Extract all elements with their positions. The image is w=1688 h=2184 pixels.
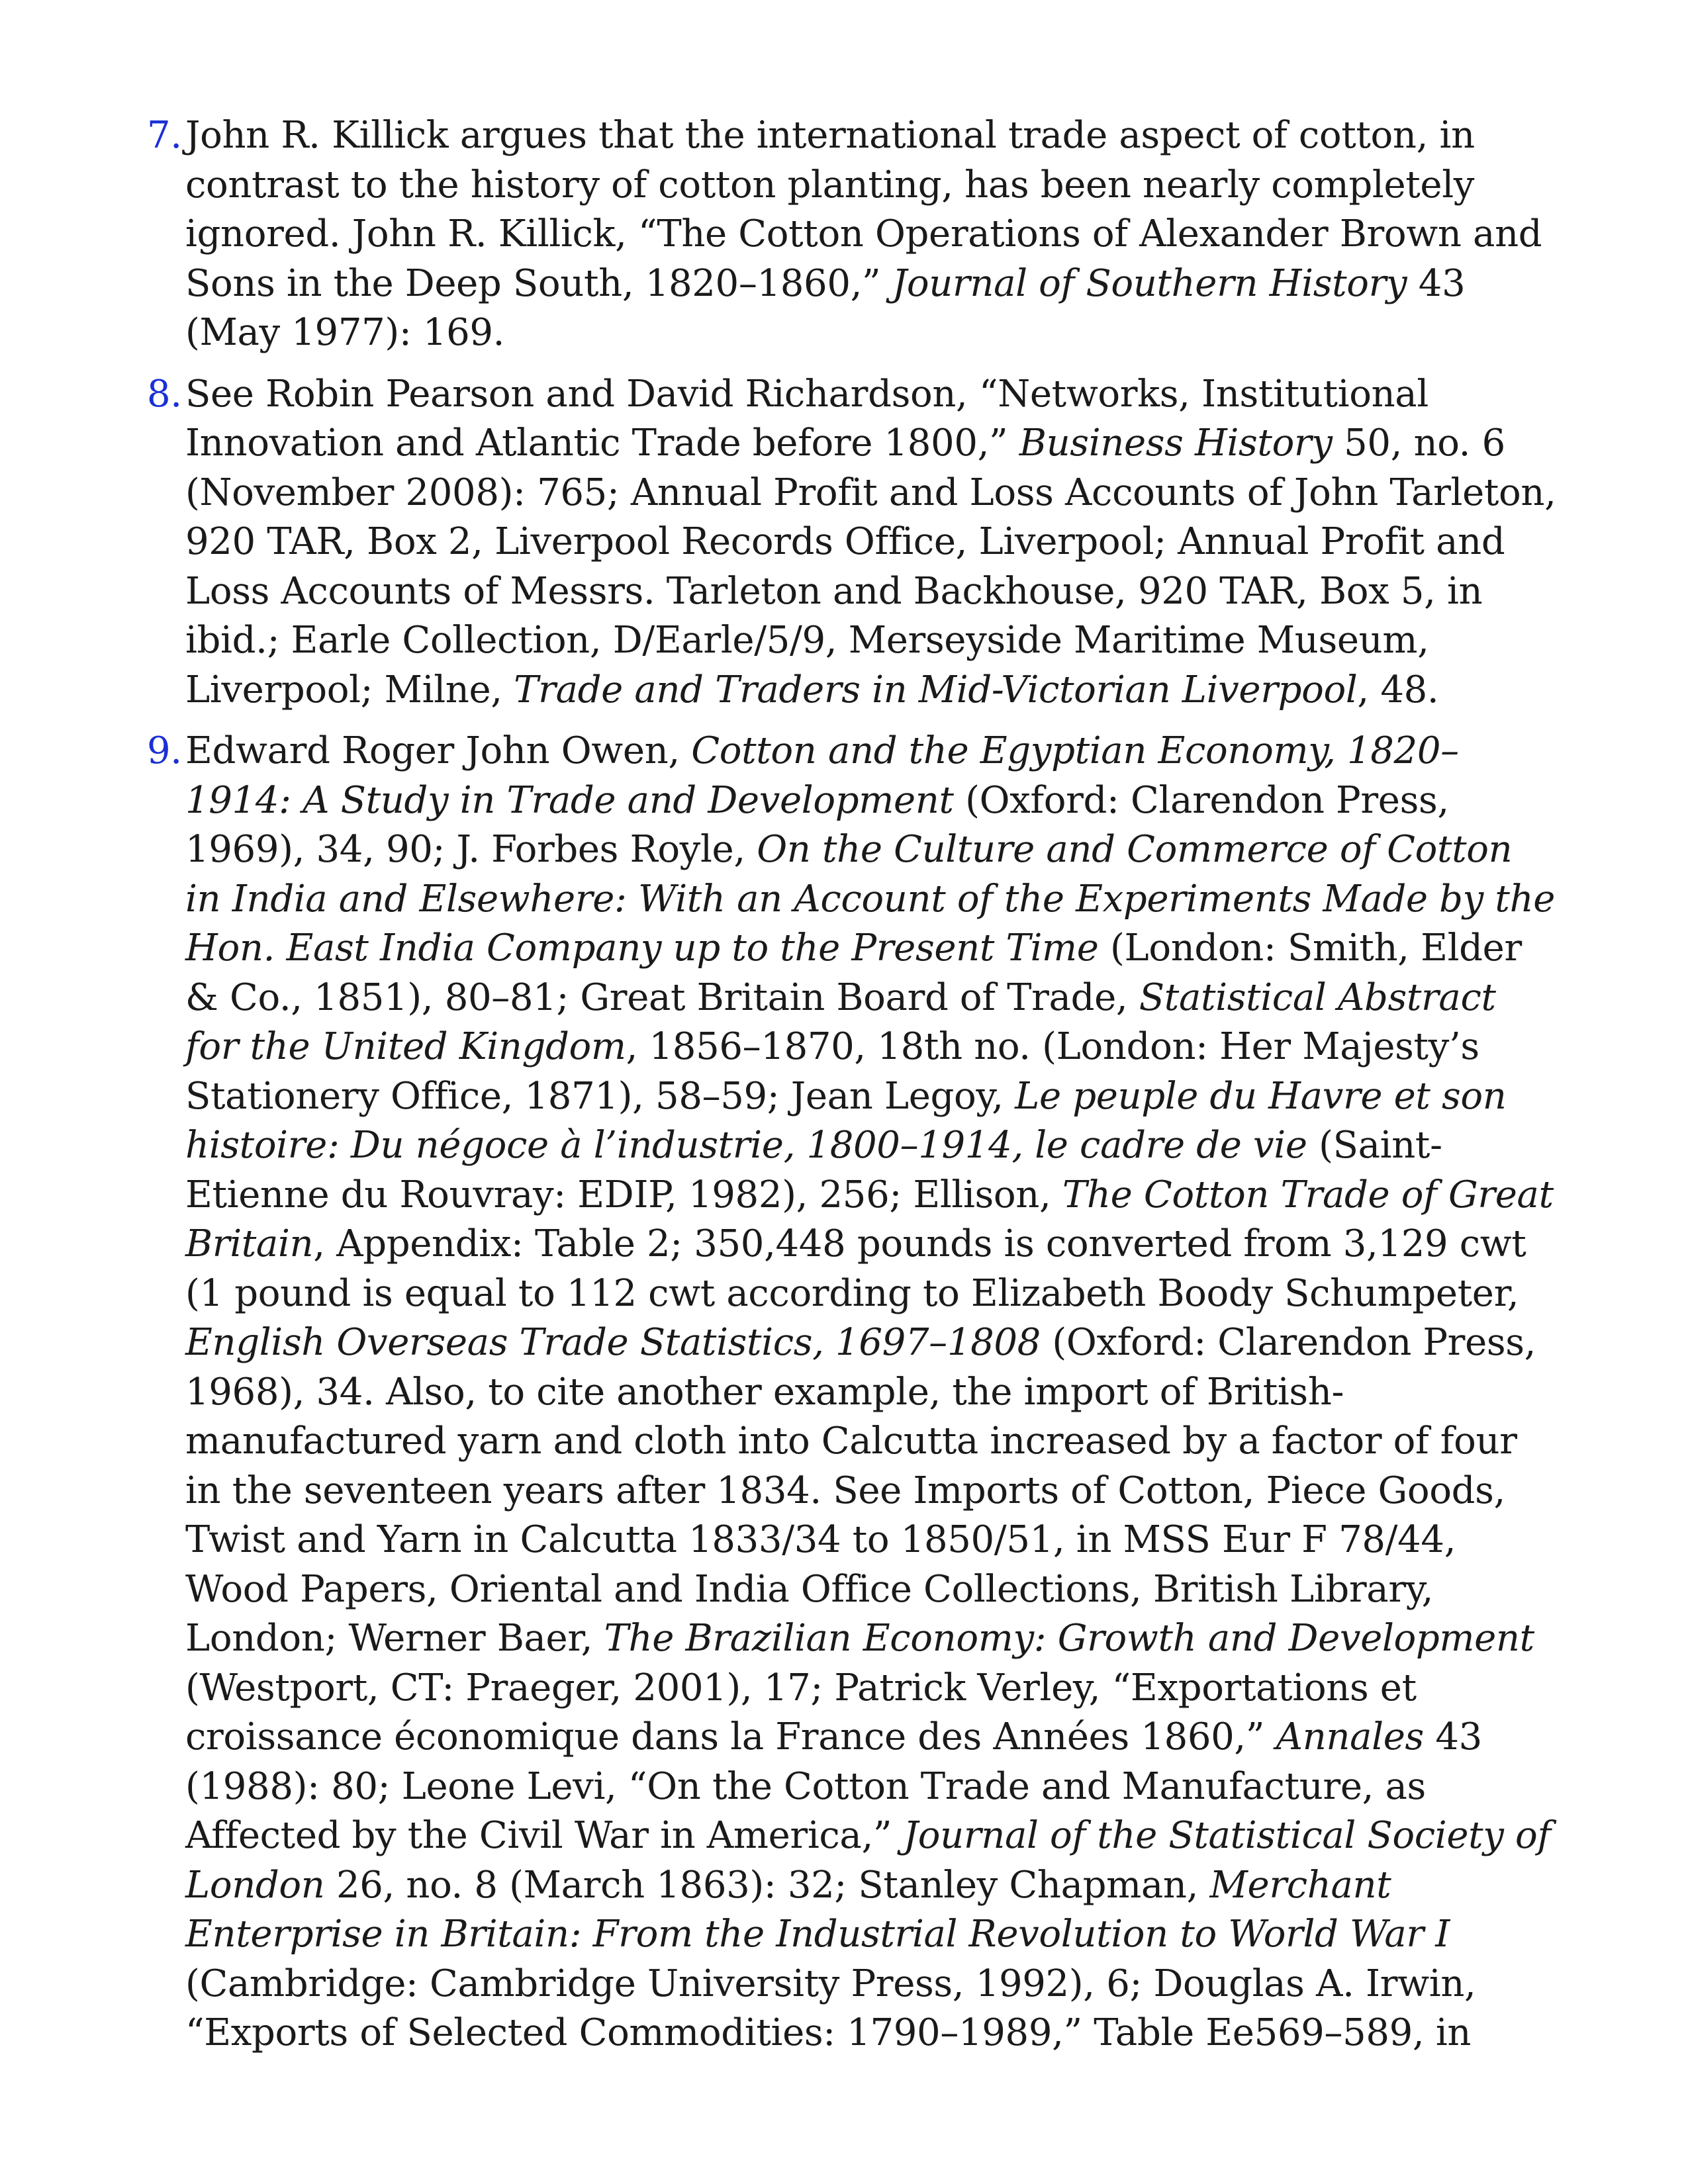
note-italic-title: Journal of Southern History: [892, 261, 1407, 305]
note-text-segment: (Oxford: Clarendon Press, 1969), 34, 90; J. Forbes Royle,: [185, 778, 1449, 871]
note-text-segment: Edward Roger John Owen,: [185, 729, 692, 772]
note-italic-title: Annales: [1276, 1715, 1424, 1758]
note-number-link[interactable]: 9.: [147, 729, 182, 772]
endnote-7: [147, 111, 1557, 358]
endnote-9: [147, 727, 1557, 2058]
note-italic-title: On the Culture and Commerce of Cotton in India and Elsewhere: With an Account of the Experiments Made by the Hon. East India Company up to the Present Time: [185, 828, 1556, 970]
note-italic-title: English Overseas Trade Statistics, 1697–1808: [185, 1321, 1041, 1364]
note-italic-title: The Brazilian Economy: Growth and Development: [604, 1617, 1534, 1660]
note-text-segment: John R. Killick argues that the international trade aspect of cotton, in contrast to the history of cotton planting, has been nearly completely ignored. John R. Killick, “The Cotton Operations of Alexander Brown and Sons in the Deep South, 1820–1860,”: [185, 114, 1542, 305]
note-text: [185, 114, 1542, 354]
note-text: [185, 729, 1555, 2054]
note-text-segment: , 1856–1870, 18th no. (London: Her Majesty’s Stationery Office, 1871), 58–59; Jean Legoy,: [185, 1025, 1479, 1118]
note-text-segment: , Appendix: Table 2; 350,448 pounds is converted from 3,129 cwt (1 pound is equal to 112 cwt according to Elizabeth Boody Schumpeter,: [185, 1222, 1526, 1315]
note-text-segment: 50, no. 6 (November 2008): 765; Annual Profit and Loss Accounts of John Tarleton, 920 TAR, Box 2, Liverpool Records Office, Liverpool; Annual Profit and Loss Accounts of Messrs. Tarleton and Backhouse, 920 TAR, Box 5, in ibid.; Earle Collection, D/Earle/5/9, Merseyside Maritime Museum, Liverpool; Milne,: [185, 422, 1556, 711]
note-text-segment: See Robin Pearson and David Richardson, “Networks, Institutional Innovation and Atlantic Trade before 1800,”: [185, 372, 1429, 465]
note-italic-title: Cotton and the Egyptian Economy, 1820–1914: A Study in Trade and Development: [185, 729, 1459, 822]
note-text-segment: (London: Smith, Elder & Co., 1851), 80–81; Great Britain Board of Trade,: [185, 927, 1522, 1019]
note-italic-title: Merchant Enterprise in Britain: From the Industrial Revolution to World War I: [185, 1863, 1450, 1956]
note-number-link[interactable]: 8.: [147, 372, 182, 416]
note-text-segment: , 48.: [1357, 668, 1439, 711]
note-text-segment: (Oxford: Clarendon Press, 1968), 34. Also, to cite another example, the import of British-manufactured yarn and cloth into Calcutta increased by a factor of four in the seventeen years after 1834. See Imports of Cotton, Piece Goods, Twist and Yarn in Calcutta 1833/34 to 1850/51, in MSS Eur F 78/44, Wood Papers, Oriental and India Office Collections, British Library, London; Werner Baer,: [185, 1321, 1536, 1660]
note-italic-title: Trade and Traders in Mid-Victorian Liverpool: [514, 668, 1358, 711]
note-italic-title: Business History: [1019, 422, 1333, 465]
note-text-segment: (Westport, CT: Praeger, 2001), 17; Patrick Verley, “Exportations et croissance économique dans la France des Années 1860,”: [185, 1666, 1417, 1758]
note-number-link[interactable]: 7.: [147, 114, 182, 157]
note-italic-title: Statistical Abstract for the United Kingdom: [185, 976, 1496, 1068]
note-text-segment: (Saint-Etienne du Rouvray: EDIP, 1982), 256; Ellison,: [185, 1124, 1442, 1216]
note-italic-title: Le peuple du Havre et son histoire: Du négoce à l’industrie, 1800–1914, le cadre de vie: [185, 1074, 1507, 1167]
note-italic-title: Journal of the Statistical Society of London: [185, 1814, 1551, 1907]
note-italic-title: The Cotton Trade of Great Britain: [185, 1173, 1554, 1265]
note-text-segment: 43 (1988): 80; Leone Levi, “On the Cotton Trade and Manufacture, as Affected by the Civil War in America,”: [185, 1715, 1482, 1857]
note-text-segment: 26, no. 8 (March 1863): 32; Stanley Chapman,: [324, 1863, 1210, 1907]
endnotes-list: [147, 111, 1557, 2070]
note-text-segment: (Cambridge: Cambridge University Press, 1992), 6; Douglas A. Irwin, “Exports of Selected Commodities: 1790–1989,” Table Ee569–589, in: [185, 1962, 1476, 2054]
note-text: [185, 373, 1556, 711]
endnote-8: [147, 370, 1557, 715]
note-text-segment: 43 (May 1977): 169.: [185, 261, 1466, 354]
